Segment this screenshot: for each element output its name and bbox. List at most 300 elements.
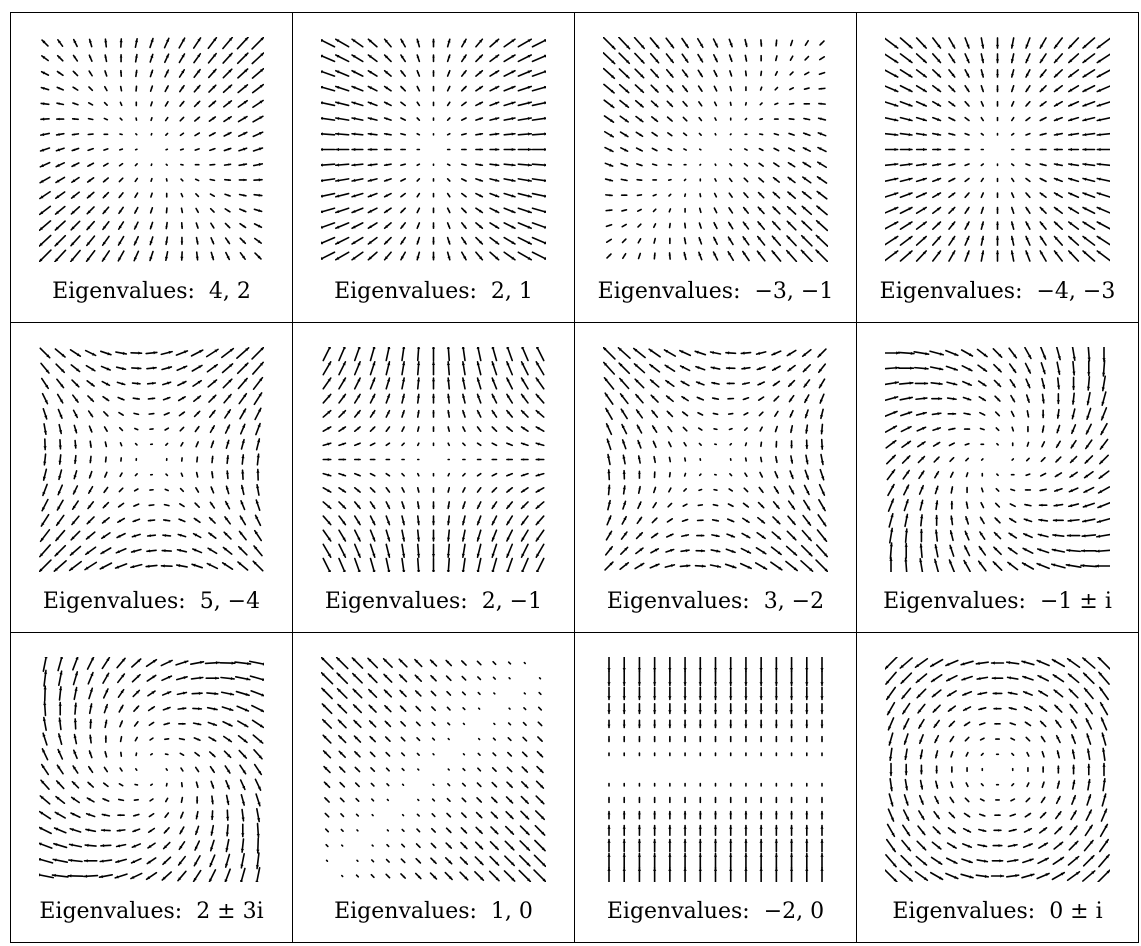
vector-arrow: [1083, 86, 1094, 92]
vector-arrow: [623, 737, 625, 742]
vector-arrow: [745, 473, 747, 476]
vector-arrow: [225, 517, 230, 524]
vector-arrow: [638, 502, 641, 508]
vector-arrow: [666, 38, 673, 48]
vector-arrow: [417, 738, 420, 741]
vector-arrow: [321, 252, 334, 259]
vector-arrow: [1010, 380, 1015, 387]
vector-arrow: [654, 753, 655, 755]
vector-arrow: [491, 827, 498, 834]
vector-arrow: [74, 735, 77, 744]
vector-arrow: [947, 676, 957, 681]
vector-arrow: [759, 488, 763, 493]
vector-arrow: [652, 117, 658, 122]
vector-arrow: [607, 657, 610, 671]
vector-arrow: [1055, 207, 1063, 213]
vector-arrow: [507, 767, 511, 771]
vector-arrow: [192, 692, 202, 695]
vector-arrow: [208, 548, 216, 553]
vector-arrow: [415, 675, 421, 681]
vector-arrow: [1087, 361, 1090, 375]
vector-arrow: [89, 103, 93, 105]
vector-arrow: [790, 88, 793, 90]
vector-arrow: [1041, 797, 1044, 802]
vector-arrow: [86, 351, 96, 356]
vector-arrow: [385, 706, 391, 712]
vector-arrow: [996, 222, 999, 229]
vector-arrow: [432, 544, 435, 557]
vector-arrow: [68, 874, 83, 877]
vector-arrow: [370, 721, 376, 727]
vector-arrow: [402, 474, 404, 476]
vector-arrow: [100, 875, 113, 878]
vector-arrow: [636, 132, 642, 136]
vector-arrow: [151, 193, 153, 197]
vector-arrow: [164, 828, 169, 833]
vector-arrow: [120, 473, 122, 476]
vector-arrow: [448, 149, 450, 150]
vector-arrow: [1024, 844, 1032, 848]
vector-arrow: [448, 443, 449, 445]
vector-arrow: [802, 546, 812, 556]
vector-arrow: [949, 86, 955, 92]
vector-arrow: [699, 223, 701, 228]
vector-arrow: [685, 179, 686, 180]
vector-arrow: [105, 752, 107, 757]
vector-arrow: [251, 691, 264, 697]
vector-arrow: [100, 563, 111, 569]
vector-arrow: [637, 148, 643, 151]
vector-arrow: [181, 223, 183, 229]
vector-arrow: [1072, 409, 1075, 419]
vector-arrow: [477, 530, 481, 541]
vector-arrow: [760, 798, 762, 803]
vector-arrow: [479, 708, 480, 709]
vector-arrow: [949, 54, 955, 63]
vector-arrow: [353, 689, 361, 697]
vector-arrow: [790, 868, 793, 882]
vector-arrow: [475, 872, 483, 880]
vector-arrow: [680, 564, 689, 567]
vector-arrow: [820, 470, 824, 480]
vector-arrow: [180, 738, 185, 740]
vector-arrow: [417, 530, 420, 541]
vector-arrow: [72, 380, 79, 387]
vector-arrow: [1012, 118, 1014, 121]
vector-arrow: [533, 70, 546, 76]
vector-arrow: [1041, 721, 1046, 726]
vector-arrow: [606, 209, 612, 211]
vector-arrow: [118, 674, 125, 682]
vector-arrow: [935, 530, 938, 541]
vector-arrow: [805, 88, 810, 90]
vector-arrow: [920, 750, 923, 758]
vector-arrow: [181, 812, 184, 818]
vector-arrow: [774, 502, 779, 508]
vector-arrow: [196, 179, 199, 180]
vector-arrow: [371, 516, 375, 525]
vector-arrow: [194, 54, 200, 63]
vector-arrow: [618, 348, 630, 358]
panel: [857, 633, 1139, 943]
vector-arrow: [431, 660, 437, 666]
vector-arrow: [536, 516, 543, 525]
vector-arrow: [505, 841, 513, 849]
vector-arrow: [368, 252, 377, 259]
vector-arrow: [521, 826, 529, 834]
vector-arrow: [964, 707, 971, 710]
vector-arrow: [462, 530, 465, 541]
vector-arrow: [522, 488, 528, 492]
vector-arrow: [323, 394, 330, 403]
vector-arrow: [775, 88, 777, 90]
vector-arrow: [476, 252, 482, 259]
vector-arrow: [1070, 826, 1077, 834]
vector-arrow: [997, 474, 998, 475]
vector-arrow: [1010, 519, 1016, 523]
vector-arrow: [1098, 503, 1110, 508]
vector-arrow: [760, 687, 763, 699]
vector-arrow: [207, 692, 218, 695]
vector-arrow: [996, 428, 998, 430]
vector-arrow: [743, 398, 748, 400]
vector-arrow: [41, 118, 49, 121]
vector-arrow: [166, 443, 168, 445]
vector-arrow: [476, 194, 482, 197]
vector-arrow: [135, 428, 138, 429]
vector-arrow: [385, 252, 391, 259]
vector-arrow: [981, 222, 984, 229]
vector-arrow: [818, 133, 825, 136]
vector-arrow: [946, 366, 957, 370]
vector-arrow: [1026, 102, 1030, 106]
vector-arrow: [116, 859, 126, 863]
vector-arrow: [918, 704, 925, 712]
vector-arrow: [714, 86, 716, 91]
vector-arrow: [41, 102, 49, 105]
vector-arrow: [697, 382, 704, 385]
vector-arrow: [949, 178, 955, 181]
vector-arrow: [448, 164, 450, 165]
vector-arrow: [653, 704, 656, 714]
vector-arrow: [477, 783, 480, 786]
vector-arrow: [806, 798, 808, 803]
vector-arrow: [948, 691, 956, 696]
vector-arrow: [41, 515, 48, 526]
vector-arrow: [194, 396, 201, 401]
vector-arrow: [1057, 362, 1060, 374]
vector-arrow: [522, 427, 528, 431]
vector-arrow: [901, 412, 912, 416]
vector-arrow: [117, 382, 124, 385]
vector-arrow: [146, 351, 157, 354]
vector-arrow: [889, 794, 893, 806]
vector-arrow: [135, 737, 137, 740]
grid-body: [11, 13, 1139, 943]
vector-arrow: [745, 87, 746, 90]
vector-arrow: [491, 812, 497, 818]
vector-arrow: [211, 441, 214, 447]
eigenvalues-value: −2, 0: [763, 899, 825, 924]
vector-arrow: [979, 707, 986, 710]
vector-arrow: [1085, 456, 1092, 463]
vector-arrow: [963, 844, 971, 848]
vector-arrow: [536, 458, 543, 461]
vector-arrow: [385, 179, 391, 182]
vector-arrow: [790, 826, 793, 836]
vector-arrow: [89, 118, 93, 120]
vector-arrow: [963, 382, 971, 386]
vector-arrow: [180, 427, 183, 430]
vector-arrow: [321, 39, 334, 46]
vector-arrow: [1011, 799, 1014, 801]
vector-arrow: [55, 349, 65, 357]
vector-arrow: [1055, 70, 1063, 77]
vector-arrow: [964, 561, 970, 572]
vector-arrow: [416, 691, 421, 696]
vector-arrow: [1069, 178, 1079, 181]
vector-arrow: [1057, 410, 1060, 418]
vector-arrow: [759, 412, 762, 415]
vector-arrow: [402, 459, 404, 460]
vector-arrow: [255, 253, 261, 259]
vector-arrow: [417, 516, 420, 525]
vector-arrow: [774, 178, 780, 183]
vector-arrow: [39, 843, 52, 849]
vector-arrow: [490, 55, 499, 61]
vector-arrow: [772, 532, 780, 539]
vector-arrow: [120, 149, 123, 150]
vector-arrow: [775, 56, 777, 61]
panel-content: [857, 323, 1138, 632]
vector-arrow: [39, 560, 51, 572]
vector-arrow: [1055, 251, 1063, 261]
vector-arrow: [791, 798, 793, 803]
vector-arrow: [964, 829, 971, 832]
vector-arrow: [533, 101, 546, 105]
vector-arrow: [339, 502, 345, 508]
vector-arrow: [506, 812, 513, 819]
vector-arrow: [492, 443, 496, 445]
vector-arrow: [371, 459, 375, 461]
vector-arrow: [462, 179, 466, 181]
vector-arrow: [653, 457, 655, 463]
vector-arrow: [654, 798, 656, 803]
vector-arrow: [209, 870, 215, 882]
vector-arrow: [476, 179, 482, 182]
vector-arrow: [699, 102, 702, 106]
vector-arrow: [87, 251, 95, 262]
vector-arrow: [919, 559, 922, 572]
vector-arrow: [87, 207, 94, 214]
vector-arrow: [889, 499, 894, 511]
vector-arrow: [713, 519, 719, 521]
vector-arrow: [1026, 118, 1030, 121]
vector-arrow: [371, 378, 376, 389]
vector-arrow: [606, 424, 611, 434]
vector-arrow: [194, 518, 200, 522]
vector-arrow: [668, 812, 671, 819]
vector-arrow: [1026, 38, 1030, 48]
vector-arrow: [240, 516, 245, 524]
vector-arrow: [607, 516, 611, 525]
vector-arrow: [900, 871, 912, 881]
vector-arrow: [744, 854, 747, 868]
vector-arrow: [1040, 222, 1046, 229]
vector-arrow: [652, 101, 658, 107]
vector-arrow: [536, 427, 543, 431]
vector-arrow: [790, 812, 793, 819]
vector-arrow: [699, 86, 702, 91]
vector-arrow: [176, 351, 187, 356]
vector-arrow: [744, 868, 747, 882]
vector-arrow: [401, 149, 405, 151]
eigenvalues-caption: [11, 279, 292, 304]
vector-arrow: [241, 486, 244, 495]
vector-arrow: [417, 194, 419, 197]
vector-arrow: [635, 38, 645, 49]
vector-arrow: [518, 252, 531, 259]
vector-arrow: [902, 441, 910, 447]
vector-arrow: [509, 723, 511, 725]
vector-arrow: [71, 365, 79, 372]
vector-arrow: [118, 397, 124, 400]
vector-arrow: [446, 843, 451, 848]
vector-arrow: [120, 87, 122, 91]
vector-arrow: [223, 53, 232, 63]
vector-arrow: [120, 134, 122, 135]
vector-arrow: [40, 177, 50, 183]
vector-arrow: [933, 827, 940, 834]
vector-arrow: [905, 514, 908, 526]
vector-arrow: [622, 440, 626, 449]
vector-arrow: [533, 238, 546, 245]
vector-arrow: [668, 164, 671, 165]
vector-arrow: [44, 686, 47, 701]
vector-arrow: [89, 71, 92, 76]
vector-arrow: [372, 799, 374, 801]
vector-arrow: [744, 178, 747, 181]
vector-arrow: [386, 753, 389, 756]
vector-arrow: [119, 799, 124, 801]
vector-arrow: [684, 223, 686, 228]
vector-arrow: [533, 252, 546, 259]
vector-arrow: [150, 489, 153, 490]
vector-arrow: [447, 559, 450, 572]
vector-arrow: [73, 87, 78, 90]
vector-arrow: [433, 87, 435, 91]
vector-arrow: [1053, 534, 1064, 537]
vector-arrow: [371, 394, 375, 403]
vector-arrow: [192, 350, 203, 356]
eigenvalues-caption: [575, 589, 856, 614]
vector-arrow: [729, 429, 732, 430]
vector-arrow: [225, 163, 231, 165]
vector-arrow: [462, 362, 465, 375]
vector-arrow: [981, 178, 983, 181]
vector-arrow: [980, 723, 985, 725]
vector-arrow: [385, 55, 391, 61]
vector-arrow: [806, 753, 807, 755]
vector-arrow: [900, 236, 911, 245]
vector-arrow: [387, 768, 390, 771]
vector-arrow: [994, 547, 1001, 554]
vector-arrow: [1009, 707, 1016, 710]
vector-arrow: [476, 164, 482, 167]
vector-arrow: [43, 657, 47, 671]
vector-arrow: [253, 116, 263, 122]
vector-arrow: [1069, 251, 1079, 261]
vector-arrow: [384, 690, 391, 697]
caption-prefix: Eigenvalues:: [892, 899, 1036, 924]
vector-arrow: [222, 349, 234, 358]
vector-arrow: [180, 252, 183, 260]
vector-arrow: [257, 824, 260, 838]
vector-arrow: [950, 516, 953, 524]
vector-arrow: [1040, 193, 1046, 197]
vector-arrow: [1072, 393, 1075, 404]
vector-arrow: [339, 427, 345, 431]
vector-arrow: [886, 426, 897, 432]
vector-arrow: [150, 799, 153, 801]
vector-arrow: [933, 163, 941, 166]
vector-arrow: [1102, 764, 1105, 776]
vector-arrow: [524, 693, 525, 694]
vector-arrow: [1100, 440, 1107, 450]
vector-arrow: [1069, 38, 1079, 48]
vector-arrow: [74, 40, 77, 47]
vector-arrow: [72, 148, 78, 151]
vector-arrow: [507, 502, 512, 508]
vector-arrow: [132, 844, 140, 848]
vector-arrow: [981, 38, 984, 48]
vector-arrow: [1057, 751, 1060, 758]
vector-arrow: [355, 516, 360, 525]
vector-arrow: [151, 754, 152, 755]
vector-arrow: [386, 427, 389, 431]
vector-arrow: [504, 117, 515, 120]
vector-arrow: [818, 349, 826, 357]
vector-arrow: [685, 753, 686, 755]
vector-arrow: [715, 737, 717, 742]
vector-arrow: [962, 366, 972, 371]
vector-arrow: [950, 737, 953, 742]
vector-arrow: [72, 163, 79, 166]
vector-arrow: [417, 502, 420, 508]
vector-arrow: [760, 812, 763, 819]
vector-arrow: [475, 857, 483, 865]
vector-arrow: [504, 102, 515, 106]
vector-arrow: [965, 134, 969, 136]
vector-arrow: [790, 704, 793, 714]
vector-arrow: [224, 133, 231, 136]
vector-arrow: [1084, 488, 1094, 493]
vector-arrow: [714, 854, 717, 868]
vector-arrow: [59, 440, 62, 449]
vector-arrow: [490, 252, 499, 259]
vector-arrow: [254, 194, 262, 197]
vector-arrow: [417, 149, 419, 150]
vector-arrow: [164, 843, 170, 849]
vector-arrow: [651, 85, 658, 92]
vector-arrow: [210, 752, 215, 757]
vector-arrow: [623, 812, 626, 819]
vector-arrow: [1099, 471, 1109, 478]
vector-arrow: [74, 750, 78, 758]
vector-arrow: [209, 395, 216, 402]
vector-arrow: [621, 148, 628, 151]
vector-arrow: [43, 702, 46, 716]
